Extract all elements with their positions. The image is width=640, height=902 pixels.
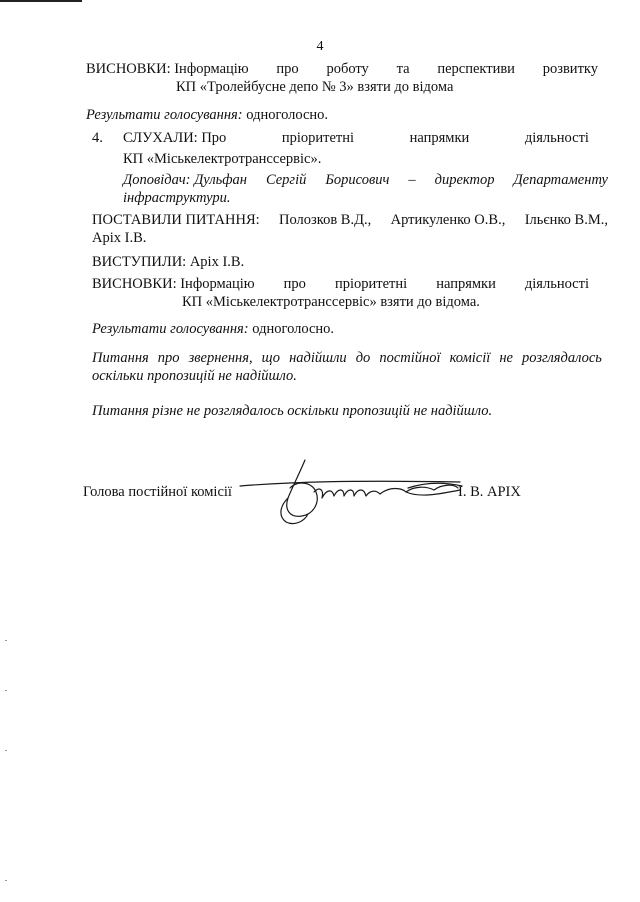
word: пріоритетні: [334, 276, 408, 292]
vote-label: Результати голосування:: [86, 107, 243, 123]
heard-line1: [123, 129, 589, 147]
word: перспективи: [437, 61, 515, 77]
word: комісії: [449, 350, 491, 366]
spoke-line: ВИСТУПИЛИ: Аріх І.В.: [92, 254, 245, 270]
word: –: [408, 172, 416, 188]
scan-speck: [5, 640, 7, 641]
word: Доповідач: Дульфан: [123, 172, 247, 188]
word: та: [396, 61, 410, 77]
word: Артикуленко О.В.,: [390, 212, 506, 228]
scan-speck: [5, 880, 7, 881]
item-number: 4.: [92, 130, 103, 146]
conclusions-1-line2: КП «Тролейбусне депо № 3» взяти до відома: [176, 79, 454, 95]
word: постійної: [379, 350, 441, 366]
questions-line1: [92, 211, 608, 229]
vote-result-2: [92, 320, 334, 338]
word: ВИСНОВКИ: Інформацію: [92, 276, 255, 292]
word: до: [355, 350, 371, 366]
word: розглядалось: [522, 350, 602, 366]
word: СЛУХАЛИ: Про: [123, 130, 227, 146]
word: Сергій: [265, 172, 307, 188]
word: діяльності: [524, 130, 589, 146]
word: про: [276, 61, 299, 77]
word: Борисович: [325, 172, 390, 188]
heard-line2: КП «Міськелектротранссервіс».: [123, 151, 322, 167]
word: пріоритетні: [281, 130, 355, 146]
word: Ільєнко В.М.,: [524, 212, 608, 228]
scan-speck: [5, 690, 7, 691]
appeals-note-line2: оскільки пропозицій не надійшло.: [92, 368, 297, 384]
word: звернення,: [188, 350, 253, 366]
page-number: 4: [316, 39, 324, 54]
word: ПОСТАВИЛИ ПИТАННЯ:: [92, 212, 260, 228]
word: надійшли: [289, 350, 347, 366]
word: ВИСНОВКИ: Інформацію: [86, 61, 249, 77]
conclusions-1-line1: [86, 60, 598, 78]
handwritten-signature: [230, 452, 490, 532]
speaker-line2: інфраструктури.: [123, 190, 231, 206]
signature-title: Голова постійної комісії: [83, 484, 232, 500]
word: не: [499, 350, 513, 366]
word: Департаменту: [513, 172, 608, 188]
word: про: [157, 350, 180, 366]
word: Полозков В.Д.,: [279, 212, 372, 228]
speaker-line1: [123, 171, 608, 189]
signature-name: І. В. АРІХ: [458, 484, 521, 500]
word: Питання: [92, 350, 149, 366]
word: розвитку: [542, 61, 598, 77]
conclusions-2-line1: [92, 275, 589, 293]
vote-value: одноголосно.: [252, 321, 335, 337]
word: директор: [434, 172, 495, 188]
word: напрямки: [436, 276, 496, 292]
word: що: [261, 350, 281, 366]
appeals-note-line1: [92, 349, 602, 367]
word: роботу: [326, 61, 369, 77]
vote-value: одноголосно.: [246, 107, 329, 123]
vote-label: Результати голосування:: [92, 321, 249, 337]
conclusions-2-line2: КП «Міськелектротранссервіс» взяти до відома.: [182, 294, 480, 310]
word: про: [283, 276, 306, 292]
scan-speck: [5, 750, 7, 751]
scan-edge-line: [0, 0, 82, 2]
word: напрямки: [409, 130, 470, 146]
questions-line2: Аріх І.В.: [92, 230, 147, 246]
word: діяльності: [524, 276, 589, 292]
misc-note: Питання різне не розглядалось оскільки пропозицій не надійшло.: [92, 403, 493, 419]
vote-result-1: [86, 106, 328, 124]
